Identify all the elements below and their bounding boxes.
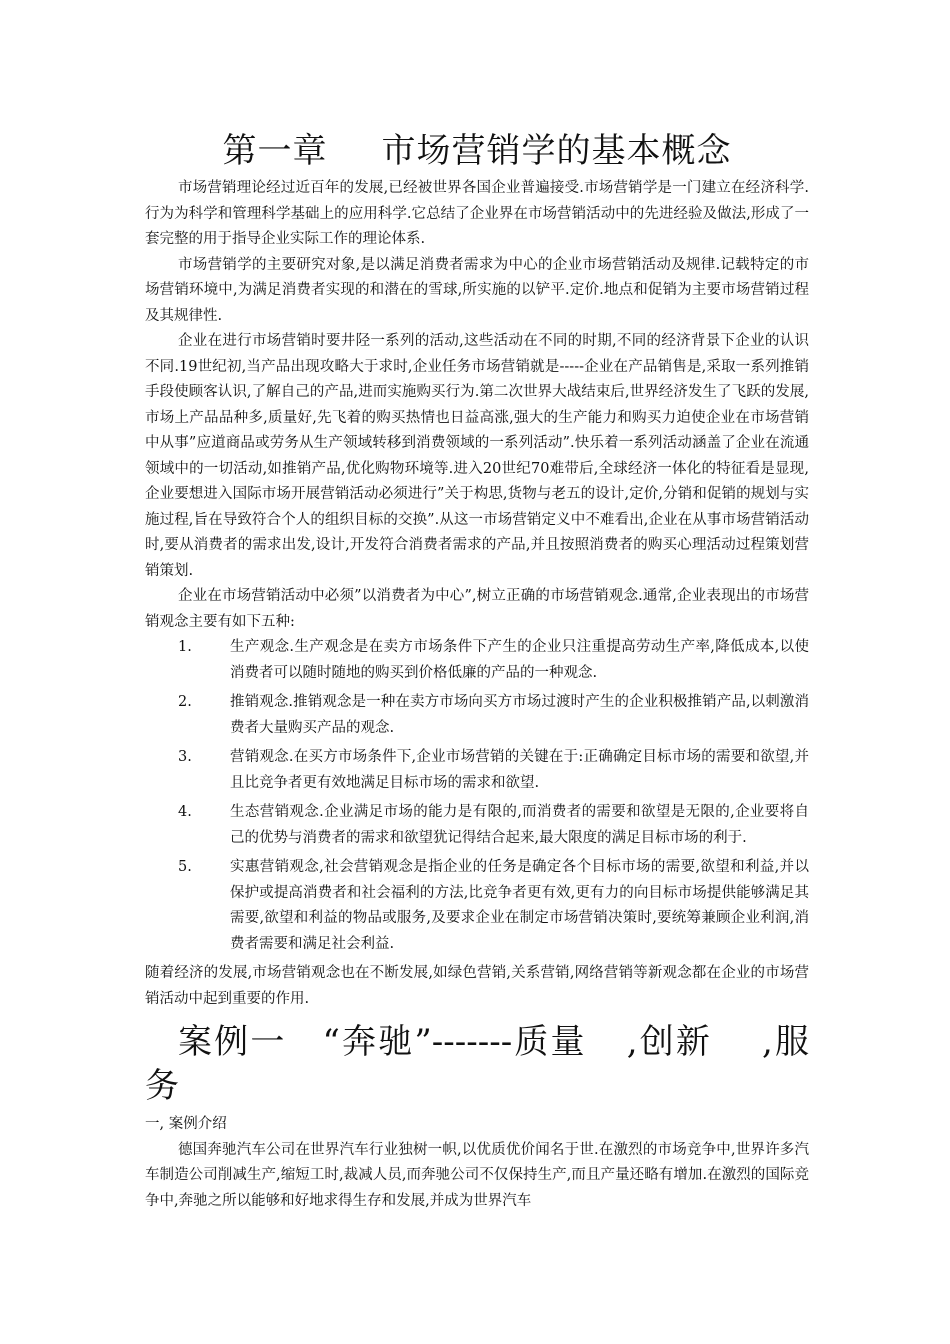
list-item <box>145 745 809 796</box>
list-item <box>145 635 809 686</box>
case-keyword-innovation: ,创新 <box>626 1022 713 1062</box>
list-text: 生产观念.生产观念是在卖方市场条件下产生的企业只注重提高劳动生产率,降低成本,以使消费者可以随时随地的购买到价格低廉的产品的一种观念. <box>230 639 809 681</box>
case-brand: “奔驰”-------质量 <box>322 1022 587 1062</box>
case-title <box>145 1020 809 1108</box>
case-keyword-service: ,服务 <box>145 1022 810 1106</box>
list-text: 生态营销观念.企业满足市场的能力是有限的,而消费者的需要和欲望是无限的,企业要将自己的优势与消费者的需求和欲望犹记得结合起来,最大限度的满足目标市场的利于. <box>230 804 809 846</box>
list-item <box>145 800 809 851</box>
marketing-concepts-list <box>145 635 809 957</box>
case-number: 案例一 <box>178 1022 287 1062</box>
list-number: 1. <box>178 639 192 655</box>
list-text: 营销观念.在买方市场条件下,企业市场营销的关键在于:正确确定目标市场的需要和欲望,并且比竞争者更有效地满足目标市场的需求和欲望. <box>230 749 809 791</box>
intro-paragraph-4: 企业在市场营销活动中必须”以消费者为中心”,树立正确的市场营销观念.通常,企业表现出的市场营销观念主要有如下五种: <box>145 588 809 630</box>
list-number: 2. <box>178 694 192 710</box>
list-text: 推销观念.推销观念是一种在卖方市场向买方市场过渡时产生的企业积极推销产品,以刺激消费者大量购买产品的观念. <box>230 694 809 736</box>
list-item <box>145 690 809 741</box>
chapter-title <box>145 128 809 174</box>
document-page <box>145 128 809 1214</box>
intro-paragraph-1: 市场营销理论经过近百年的发展,已经被世界各国企业普遍接受.市场营销学是一门建立在经济科学.行为为科学和管理科学基础上的应用科学.它总结了企业界在市场营销活动中的先进经验及做法,形成了一套完整的用于指导企业实际工作的理论体系. <box>145 180 809 247</box>
closing-paragraph: 随着经济的发展,市场营销观念也在不断发展,如绿色营销,关系营销,网络营销等新观念都在企业的市场营销活动中起到重要的作用. <box>145 965 809 1007</box>
list-number: 3. <box>178 749 192 765</box>
case-subheading: 一, 案例介绍 <box>145 1116 227 1132</box>
case-paragraph: 德国奔驰汽车公司在世界汽车行业独树一帜,以优质优价闻名于世.在激烈的市场竞争中,世界许多汽车制造公司削减生产,缩短工时,裁减人员,而奔驰公司不仅保持生产,而且产量还略有增加.在激烈的国际竞争中,奔驰之所以能够和好地求得生存和发展,并成为世界汽车 <box>145 1141 809 1209</box>
list-text: 实惠营销观念,社会营销观念是指企业的任务是确定各个目标市场的需要,欲望和利益,并以保护或提高消费者和社会福利的方法,比竞争者更有效,更有力的向目标市场提供能够满足其需要,欲望和利益的物品或服务,及要求企业在制定市场营销决策时,要统筹兼顾企业利润,消费者需要和满足社会利益. <box>230 859 809 952</box>
list-number: 5. <box>178 859 192 875</box>
list-number: 4. <box>178 804 192 820</box>
intro-paragraph-2: 市场营销学的主要研究对象,是以满足消费者需求为中心的企业市场营销活动及规律.记载特定的市场营销环境中,为满足消费者实现的和潜在的雪球,所实施的以铲平.定价.地点和促销为主要市场营销过程及其规律性. <box>145 256 809 324</box>
list-item <box>145 855 809 957</box>
intro-paragraph-3: 企业在进行市场营销时要井陉一系列的活动,这些活动在不同的时期,不同的经济背景下企业的认识不同.19世纪初,当产品出现攻略大于求时,企业任务市场营销就是-----企业在产品销售是,采取一系列推销手段使顾客认识,了解自己的产品,进而实施购买行为.第二次世界大战结束后,世界经济发生了飞跃的发展,市场上产品品种多,质量好,先飞着的购买热情也日益高涨,强大的生产能力和购买力迫使企业在市场营销中从事”应道商品或劳务从生产领域转移到消费领域的一系列活动”.快乐着一系列活动涵盖了企业在流通领域中的一切活动,如推销产品,优化购物环境等.进入20世纪70难带后,全球经济一体化的特征看是显现,企业要想进入国际市场开展营销活动必须进行”关于构思,货物与老五的设计,定价,分销和促销的规划与实施过程,旨在导致符合个人的组织目标的交换”.从这一市场营销定义中不难看出,企业在从事市场营销活动时,要从消费者的需求出发,设计,开发符合消费者需求的产品,并且按照消费者的购买心理活动过程策划营销策划. <box>145 333 809 579</box>
chapter-name: 市场营销学的基本概念 <box>381 131 732 171</box>
chapter-number: 第一章 <box>222 131 328 171</box>
